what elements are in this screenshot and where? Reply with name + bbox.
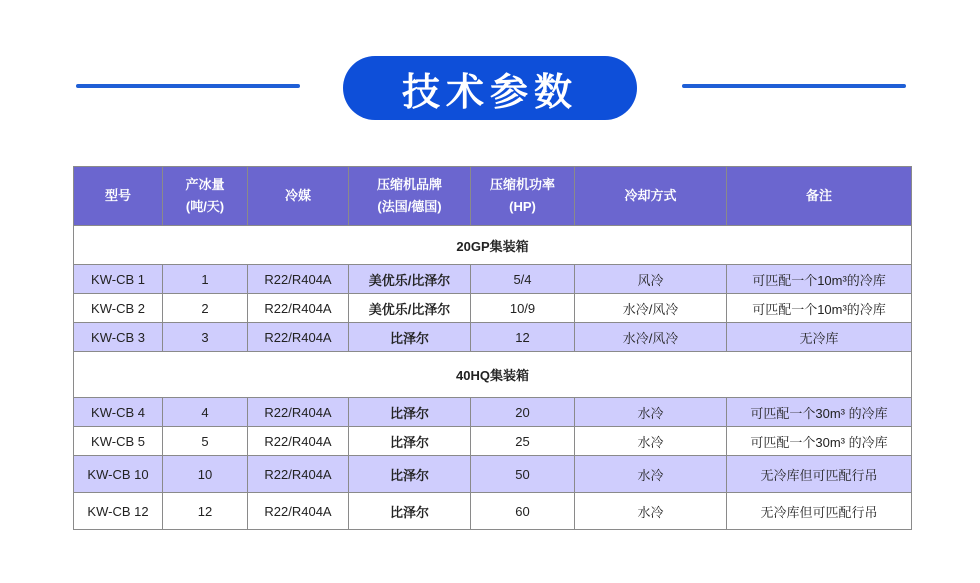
cell-brand: 比泽尔 <box>349 427 471 456</box>
cell-note: 可匹配一个30m³ 的冷库 <box>727 398 912 427</box>
cell-capacity: 5 <box>163 427 248 456</box>
table-header-row <box>74 167 912 226</box>
cell-model: KW-CB 1 <box>74 265 163 294</box>
cell-refrigerant: R22/R404A <box>248 398 349 427</box>
section-label: 40HQ集装箱 <box>74 352 912 398</box>
cell-capacity: 3 <box>163 323 248 352</box>
cell-capacity: 1 <box>163 265 248 294</box>
table-row <box>74 493 912 530</box>
section-row-40hq <box>74 352 912 398</box>
cell-power: 20 <box>471 398 575 427</box>
cell-refrigerant: R22/R404A <box>248 456 349 493</box>
section-label: 20GP集装箱 <box>74 226 912 265</box>
cell-note: 无冷库但可匹配行吊 <box>727 493 912 530</box>
cell-power: 5/4 <box>471 265 575 294</box>
cell-note: 无冷库 <box>727 323 912 352</box>
cell-brand: 比泽尔 <box>349 456 471 493</box>
header-note: 备注 <box>727 167 912 226</box>
cell-brand: 美优乐/比泽尔 <box>349 265 471 294</box>
table-row <box>74 265 912 294</box>
page-title: 技术参数 <box>343 56 637 120</box>
table-row <box>74 294 912 323</box>
table-row <box>74 427 912 456</box>
title-divider-left <box>76 84 300 88</box>
spec-table <box>73 166 912 530</box>
cell-cooling: 水冷/风冷 <box>575 323 727 352</box>
cell-capacity: 2 <box>163 294 248 323</box>
cell-power: 12 <box>471 323 575 352</box>
table-row <box>74 398 912 427</box>
cell-cooling: 水冷/风冷 <box>575 294 727 323</box>
cell-brand: 比泽尔 <box>349 323 471 352</box>
cell-refrigerant: R22/R404A <box>248 323 349 352</box>
table-row <box>74 456 912 493</box>
cell-cooling: 风冷 <box>575 265 727 294</box>
cell-capacity: 4 <box>163 398 248 427</box>
cell-refrigerant: R22/R404A <box>248 493 349 530</box>
section-row-20gp <box>74 226 912 265</box>
cell-cooling: 水冷 <box>575 398 727 427</box>
header-capacity: 产冰量 (吨/天) <box>163 167 248 226</box>
cell-brand: 比泽尔 <box>349 493 471 530</box>
cell-capacity: 12 <box>163 493 248 530</box>
cell-model: KW-CB 5 <box>74 427 163 456</box>
cell-power: 60 <box>471 493 575 530</box>
header-refrigerant: 冷媒 <box>248 167 349 226</box>
cell-model: KW-CB 10 <box>74 456 163 493</box>
cell-cooling: 水冷 <box>575 456 727 493</box>
cell-cooling: 水冷 <box>575 427 727 456</box>
cell-note: 可匹配一个30m³ 的冷库 <box>727 427 912 456</box>
cell-brand: 美优乐/比泽尔 <box>349 294 471 323</box>
cell-power: 25 <box>471 427 575 456</box>
cell-cooling: 水冷 <box>575 493 727 530</box>
header-compressor-brand: 压缩机品牌 (法国/德国) <box>349 167 471 226</box>
header-cooling: 冷却方式 <box>575 167 727 226</box>
cell-model: KW-CB 4 <box>74 398 163 427</box>
header-compressor-power: 压缩机功率 (HP) <box>471 167 575 226</box>
table-row <box>74 323 912 352</box>
cell-refrigerant: R22/R404A <box>248 265 349 294</box>
cell-model: KW-CB 3 <box>74 323 163 352</box>
cell-note: 无冷库但可匹配行吊 <box>727 456 912 493</box>
cell-brand: 比泽尔 <box>349 398 471 427</box>
cell-refrigerant: R22/R404A <box>248 294 349 323</box>
cell-power: 10/9 <box>471 294 575 323</box>
cell-power: 50 <box>471 456 575 493</box>
header-model: 型号 <box>74 167 163 226</box>
cell-note: 可匹配一个10m³的冷库 <box>727 294 912 323</box>
cell-model: KW-CB 2 <box>74 294 163 323</box>
cell-model: KW-CB 12 <box>74 493 163 530</box>
cell-note: 可匹配一个10m³的冷库 <box>727 265 912 294</box>
cell-refrigerant: R22/R404A <box>248 427 349 456</box>
cell-capacity: 10 <box>163 456 248 493</box>
title-divider-right <box>682 84 906 88</box>
